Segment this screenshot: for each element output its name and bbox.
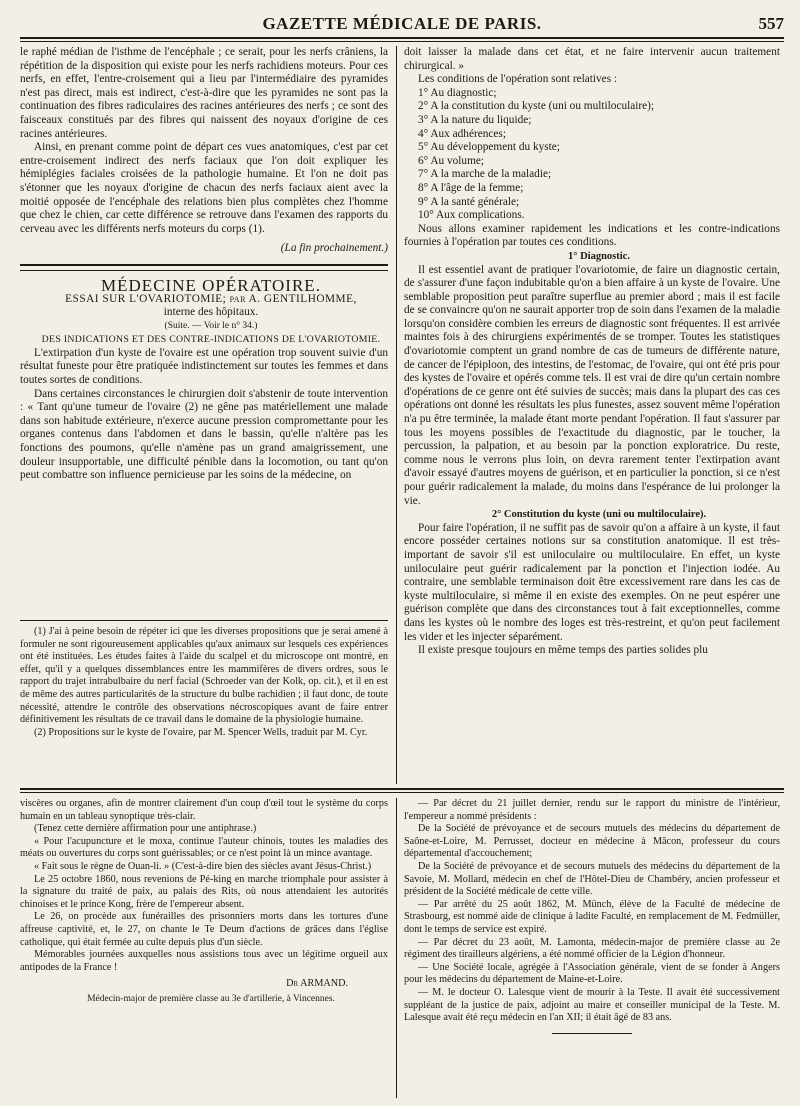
subsection-heading: 1° Diagnostic. (568, 250, 630, 262)
paragraph: Il existe presque toujours en même temps des parties solides plu (418, 644, 708, 657)
page-header (20, 14, 784, 34)
subsection-heading: 2° Constitution du kyste (uni ou multiloculaire). (491, 509, 707, 521)
right-column (404, 46, 780, 784)
header-rule (20, 37, 784, 42)
paragraph: (Tenez cette dernière affirmation pour une antiphrase.) (34, 823, 257, 835)
feuilleton-right (404, 798, 780, 1098)
conditions-list (404, 87, 780, 223)
feuilleton-left (20, 798, 388, 1098)
paragraph: Ainsi, en prenant comme point de départ ces vues anatomiques, c'est par cet entre-croisement indirect des nerfs faciaux que l'on doit expliquer les hémiplégies faciales croisées de la pathologie humaine. Et l'on ne doit pas s'étonner que les noyaux d'origine de chacun des nerfs faciaux aient avec la moitié opposée de l'encéphale des relations bien plus complètes chez l'homme que chez le chien, car cette différence se retrouve dans l'examen des rapports du cerveau avec les différents nerfs moteurs du corps (1). (20, 141, 388, 235)
journal-title: GAZETTE MÉDICALE DE PARIS. (262, 14, 542, 33)
feuilleton-rule (20, 788, 784, 793)
author-title: Médecin-major de première classe au 3e d'artillerie, à Vincennes. (87, 993, 335, 1004)
paragraph: Nous allons examiner rapidement les indications et les contre-indications fournies à l'opération par toutes ces conditions. (404, 222, 780, 249)
paragraph: Le 26, on procède aux funérailles des prisonniers morts dans les tortures d'une affreuse captivité, et, le 27, on chante le Te Deum d'actions de grâces dans l'église catholique, qui était fermée au culte depuis plus d'un siècle. (20, 911, 388, 948)
paragraph: Les conditions de l'opération sont relatives : (418, 73, 618, 86)
footnote-rule (20, 620, 388, 621)
news-item: — Par décret du 21 juillet dernier, rendu sur le rapport du ministre de l'intérieur, l'empereur a nommé présidents : (404, 798, 780, 822)
left-column (20, 46, 388, 618)
paragraph: « Fait sous le règne de Ouan-li. » (C'est-à-dire bien des siècles avant Jésus-Christ.) (34, 860, 372, 872)
paragraph: Pour faire l'opération, il ne suffit pas de savoir qu'on a affaire à un kyste, il faut encore posséder certaines notions sur sa constitution anatomique. Il est très-important de savoir s'il est uniloculaire ou multiloculaire. En effet, un kyste uniloculaire peut guérir radicalement par la ponction et l'injection iodée. Au contraire, une semblable terminaison doit être excessivement rare dans les cas de kyste multiloculaire, si même il en existe des exemples. On ne peut espérer une guérison complète que dans des circonstances tout à fait exceptionnelles, comme dans les kystes où le nombre des loges est très-restreint, et qu'on peut facilement les vider et les injecter séparément. (404, 521, 780, 643)
list-item: 10° Aux complications. (418, 209, 525, 222)
news-item: — Par décret du 23 août, M. Lamonta, médecin-major de première classe au 2e régiment des tirailleurs algériens, a été nommé officier de la Légion d'honneur. (404, 936, 780, 961)
end-rule (552, 1033, 632, 1034)
list-item: 5° Au développement du kyste; (418, 141, 560, 154)
news-item: De la Société de prévoyance et de secours mutuels des médecins du département de la Savoie, M. Mollard, médecin en chef de l'Hôtel-Dieu de Chambéry, ancien professeur et président de la Société médicale de cette ville. (404, 860, 780, 898)
continuation-note: (La fin prochainement.) (280, 242, 388, 255)
section-rule (20, 264, 388, 271)
footnote: (2) Propositions sur le kyste de l'ovaire, par M. Spencer Wells, traduit par M. Cyr. (34, 726, 368, 738)
paragraph: « Pour l'acupuncture et le moxa, continue l'auteur chinois, toutes les maladies des méats ou ouvertures du corps sont guérissables; or ce n'est point là un mince avantage. (20, 835, 388, 860)
continuation-reference: (Suite. — Voir le n° 34.) (164, 320, 258, 331)
author-signature: Dr ARMAND. (286, 978, 348, 990)
list-item: 2° A la constitution du kyste (uni ou multiloculaire); (418, 100, 655, 113)
footnote: (1) J'ai à peine besoin de répéter ici que les diverses propositions que je serai amené à formuler ne sont rigoureusement applicables qu'aux animaux sur lesquels ces expériences ont été instituées. Les études faites à l'aide du scalpel et du microscope ont montré, en effet, qu'il y a quelques dissemblances entre les mammifères de divers ordres, sous le rapport du trajet intrabulbaire du nerf facial (Schroeder van der Kolk, op. cit.), et il en est de même des autres particularités de la structure du bulbe rachidien ; il faut donc, de toute nécessité, attendre le contrôle des observations nécroscopiques avant de faire entrer définitivement les résultats de ce travail dans le domaine de la physiologie humaine. (20, 626, 388, 726)
section-heading: MÉDECINE OPÉRATOIRE. (101, 275, 321, 295)
paragraph: Le 25 octobre 1860, nous revenions de Pé-king en marche triomphale pour assister à la signature du traité de paix, au palais des Rits, où nous attendaient les autorités chinoises et le prince Kong, frère de l'empereur absent. (20, 873, 388, 910)
column-divider (396, 798, 397, 1098)
list-item: 4° Aux adhérences; (418, 127, 506, 140)
article-title-main: ESSAI SUR L'OVARIOTOMIE; par A. GENTILHOMME, (65, 292, 357, 305)
list-item: 3° A la nature du liquide; (418, 113, 532, 126)
paragraph: doit laisser la malade dans cet état, et ne faire intervenir aucun traitement chirurgical. » (404, 46, 780, 72)
paragraph: Dans certaines circonstances le chirurgien doit s'abstenir de toute intervention : « Tant qu'une tumeur de l'ovaire (2) ne gêne pas matériellement une malade dans son habitude extérieure, n'exerce aucune pression compromettante pour les organes contenus dans l'abdomen et dans le bassin, qu'elle n'altère pas les fonctions des poumons, qu'elle n'amène pas un grand amaigrissement, une douleur insupportable, une difficulté pénible dans la locomotion, ou tant qu'on peut combattre son influence pernicieuse par les soins de la médecine, on (20, 387, 388, 482)
article-subheading: DES INDICATIONS ET DES CONTRE-INDICATIONS DE L'OVARIOTOMIE. (41, 334, 381, 346)
list-item: 9° A la santé générale; (418, 195, 520, 208)
list-item: 1° Au diagnostic; (418, 86, 497, 99)
list-item: 7° A la marche de la maladie; (418, 168, 552, 181)
paragraph: le raphé médian de l'isthme de l'encéphale ; ce serait, pour les nerfs crâniens, la répétition de la disposition qui existe pour les nerfs rachidiens moteurs. Pour ces nerfs, en effet, l'entre-croisement qui a lieu par l'intermédiaire des pyramides n'est pas direct, mais est indirect, c'est-à-dire que les pyramides ne sont pas la continuation des fibres radiculaires des racines antérieures des nerfs ; ce sont des faisceaux constitués par des fibres qui naissent des noyaux d'origine de ces racines antérieures. (20, 46, 388, 140)
footnotes (20, 626, 388, 786)
paragraph: Mémorables journées auxquelles nous assistions tous avec un légitime orgueil aux antipodes de la France ! (20, 949, 388, 973)
column-divider (396, 46, 397, 784)
article-title (20, 293, 388, 307)
article-author-title: interne des hôpitaux. (163, 306, 259, 319)
paragraph: L'extirpation d'un kyste de l'ovaire est une opération trop souvent suivie d'un résultat funeste pour être pratiquée indistinctement sur toutes les femmes et dans toutes sortes de conditions. (20, 346, 388, 387)
list-item: 6° Au volume; (418, 154, 485, 167)
news-item: — M. le docteur O. Lalesque vient de mourir à la Teste. Il avait été successivement suppléant de la justice de paix, adjoint au maire et conseiller municipal de la Teste. M. Lalesque avait été reçu médecin en l'an XII; il était âgé de 83 ans. (404, 986, 780, 1024)
news-item: — Par arrêté du 25 août 1862, M. Münch, élève de la Faculté de médecine de Strasbourg, est nommé aide de clinique à ladite Faculté, en remplacement de M. Fedmüller, dont le temps de service est expiré. (404, 898, 780, 935)
news-item: — Une Société locale, agrégée à l'Association générale, vient de se fonder à Angers pour les médecins du département de Maine-et-Loire. (404, 961, 780, 986)
list-item: 8° A l'âge de la femme; (418, 181, 524, 194)
paragraph: viscères ou organes, afin de montrer clairement d'un coup d'œil tout le système du corps humain en un tableau synoptique très-clair. (20, 798, 388, 822)
news-item: De la Société de prévoyance et de secours mutuels des médecins du département de Saône-et-Loire, M. Perrusset, docteur en médecine à Mâcon, professeur du cours départemental d'accouchement; (404, 823, 780, 860)
page-number: 557 (758, 14, 784, 33)
paragraph: Il est essentiel avant de pratiquer l'ovariotomie, de faire un diagnostic certain, de s'assurer d'une façon indubitable qu'on a bien affaire à un kyste de l'ovaire. Une semblable proposition peut paraître superflue au premier abord ; mais il est facile de se convaincre qu'on ne saurait apporter trop de soin dans l'examen de la maladie lorsqu'on considère combien les erreurs de diagnostic sont fréquentes. Il est arrivée maintes fois à des chirurgiens expérimentés de se tromper. Toutes les statistiques d'ovariotomie comptent un grand nombre de cas de tumeurs de différente nature, de cancer de l'épiploon, des intestins, de l'estomac, de l'ovaire, qui ont été pris pour des kystes de l'ovaire et opérés comme tels. Il est vrai de dire qu'un certain nombre d'opérations de ce genre ont été suivies de succès; mais dans la plupart des cas ces opérations ont donné les résultats les plus funestes, assez souvent même l'opération n'a pu être terminée, la malade étant morte pendant l'opération. Il faut s'assurer par tous les moyens possibles de l'exactitude du diagnostic, par le toucher, la percussion, la palpation, et au besoin par la ponction exploratrice. Du reste, comme nous le verrons plus loin, on devra rarement tenter l'extirpation avant d'avoir essayé d'autres moyens de guérison, et en particulier la ponction, si ce n'est pour guérir radicalement la malade, du moins dans l'espérance de lui prolonger la vie. (404, 263, 780, 507)
